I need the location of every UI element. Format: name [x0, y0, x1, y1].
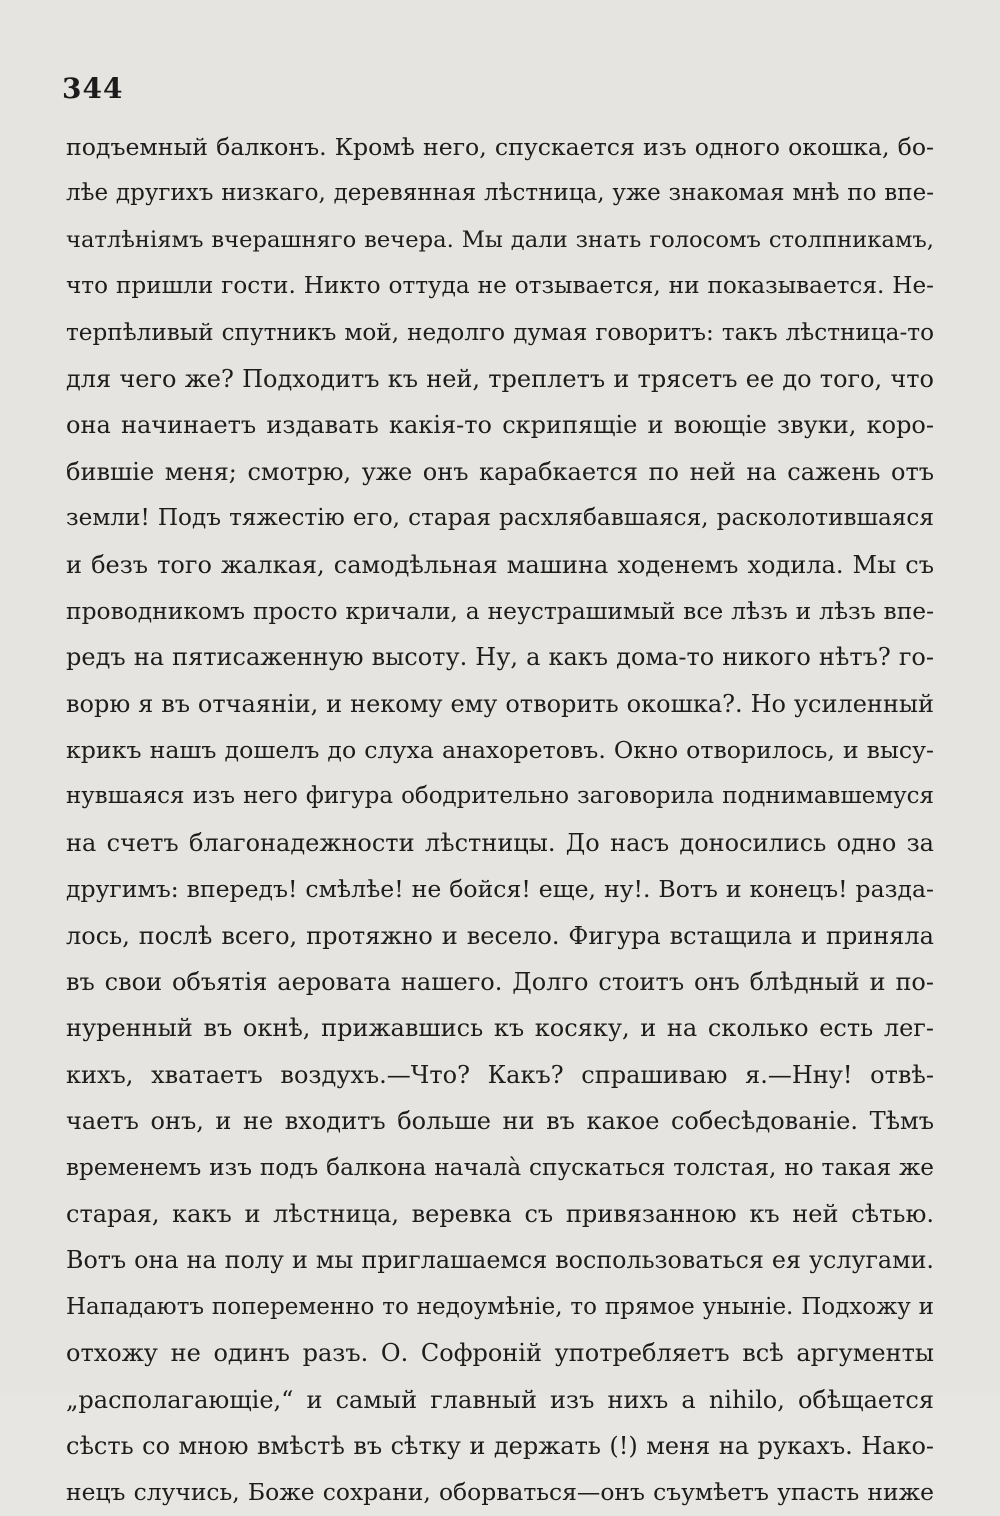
text-line: другимъ: впередъ! смѣлѣе! не бойся! еще, ну!. Вотъ и конецъ! разда-: [66, 875, 934, 904]
text-line: земли! Подъ тяжестію его, старая расхлябавшаяся, расколотившаяся: [66, 505, 934, 532]
body-text: [66, 124, 934, 1516]
text-line: крикъ нашъ дошелъ до слуха анахоретовъ. Окно отворилось, и высу-: [66, 736, 934, 765]
text-line: редъ на пятисаженную высоту. Ну, а какъ дома-то никого нѣтъ? го-: [66, 643, 934, 672]
text-line: что пришли гости. Никто оттуда не отзывается, ни показывается. Не-: [66, 273, 934, 300]
text-line: бившіе меня; смотрю, уже онъ карабкается по ней на сажень отъ: [66, 457, 934, 486]
text-line: временемъ изъ подъ балкона началà спускаться толстая, но такая же: [66, 1153, 934, 1181]
page-number: 344: [62, 72, 124, 105]
text-line: она начинаетъ издавать какія-то скрипящіе и воющіе звуки, коро-: [66, 411, 934, 440]
text-line: нецъ случись, Боже сохрани, оборваться—онъ съумѣетъ упасть ниже: [66, 1478, 934, 1507]
text-line: кихъ, хватаетъ воздухъ.—Что? Какъ? спрашиваю я.—Нну! отвѣ-: [66, 1060, 934, 1089]
text-line: отхожу не одинъ разъ. О. Софроній употребляетъ всѣ аргументы: [66, 1339, 934, 1368]
text-line: нувшаяся изъ него фигура ободрительно заговорила поднимавшемуся: [66, 783, 934, 810]
text-line: нуренный въ окнѣ, прижавшись къ косяку, и на сколько есть лег-: [66, 1014, 934, 1043]
text-line: и безъ того жалкая, самодѣльная машина ходенемъ ходила. Мы съ: [66, 550, 934, 579]
text-line: на счетъ благонадежности лѣстницы. До насъ доносились одно за: [66, 828, 934, 857]
text-line: проводникомъ просто кричали, а неустрашимый все лѣзъ и лѣзъ впе-: [66, 596, 934, 625]
text-line: чатлѣніямъ вчерашняго вечера. Мы дали знать голосомъ столпникамъ,: [66, 226, 934, 253]
text-line: старая, какъ и лѣстница, веревка съ привязанною къ ней сѣтью.: [66, 1199, 934, 1228]
text-line: ворю я въ отчаяніи, и некому ему отворить окошка?. Но усиленный: [66, 689, 934, 718]
text-line: Вотъ она на полу и мы приглашаемся воспользоваться ея услугами.: [66, 1246, 934, 1275]
text-line: подъемный балконъ. Кромѣ него, спускается изъ одного окошка, бо-: [66, 133, 934, 161]
text-line: „располагающіе,“ и самый главный изъ нихъ а nihilo, обѣщается: [66, 1385, 934, 1414]
text-line: для чего же? Подходитъ къ ней, треплетъ и трясетъ ее до того, что: [66, 364, 934, 393]
text-line: терпѣливый спутникъ мой, недолго думая говоритъ: такъ лѣстница-то: [66, 319, 934, 346]
text-line: лось, послѣ всего, протяжно и весело. Фигура встащила и приняла: [66, 921, 934, 950]
text-line: сѣсть со мною вмѣстѣ въ сѣтку и держать (!) меня на рукахъ. Нако-: [66, 1431, 934, 1460]
text-line: въ свои объятія аеровата нашего. Долго стоитъ онъ блѣдный и по-: [66, 968, 934, 997]
text-line: Нападаютъ попеременно то недоумѣніе, то прямое уныніе. Подхожу и: [66, 1293, 934, 1320]
text-line: лѣе другихъ низкаго, деревянная лѣстница, уже знакомая мнѣ по впе-: [66, 180, 934, 207]
text-line: чаетъ онъ, и не входитъ больше ни въ какое собесѣдованіе. Тѣмъ: [66, 1107, 934, 1136]
